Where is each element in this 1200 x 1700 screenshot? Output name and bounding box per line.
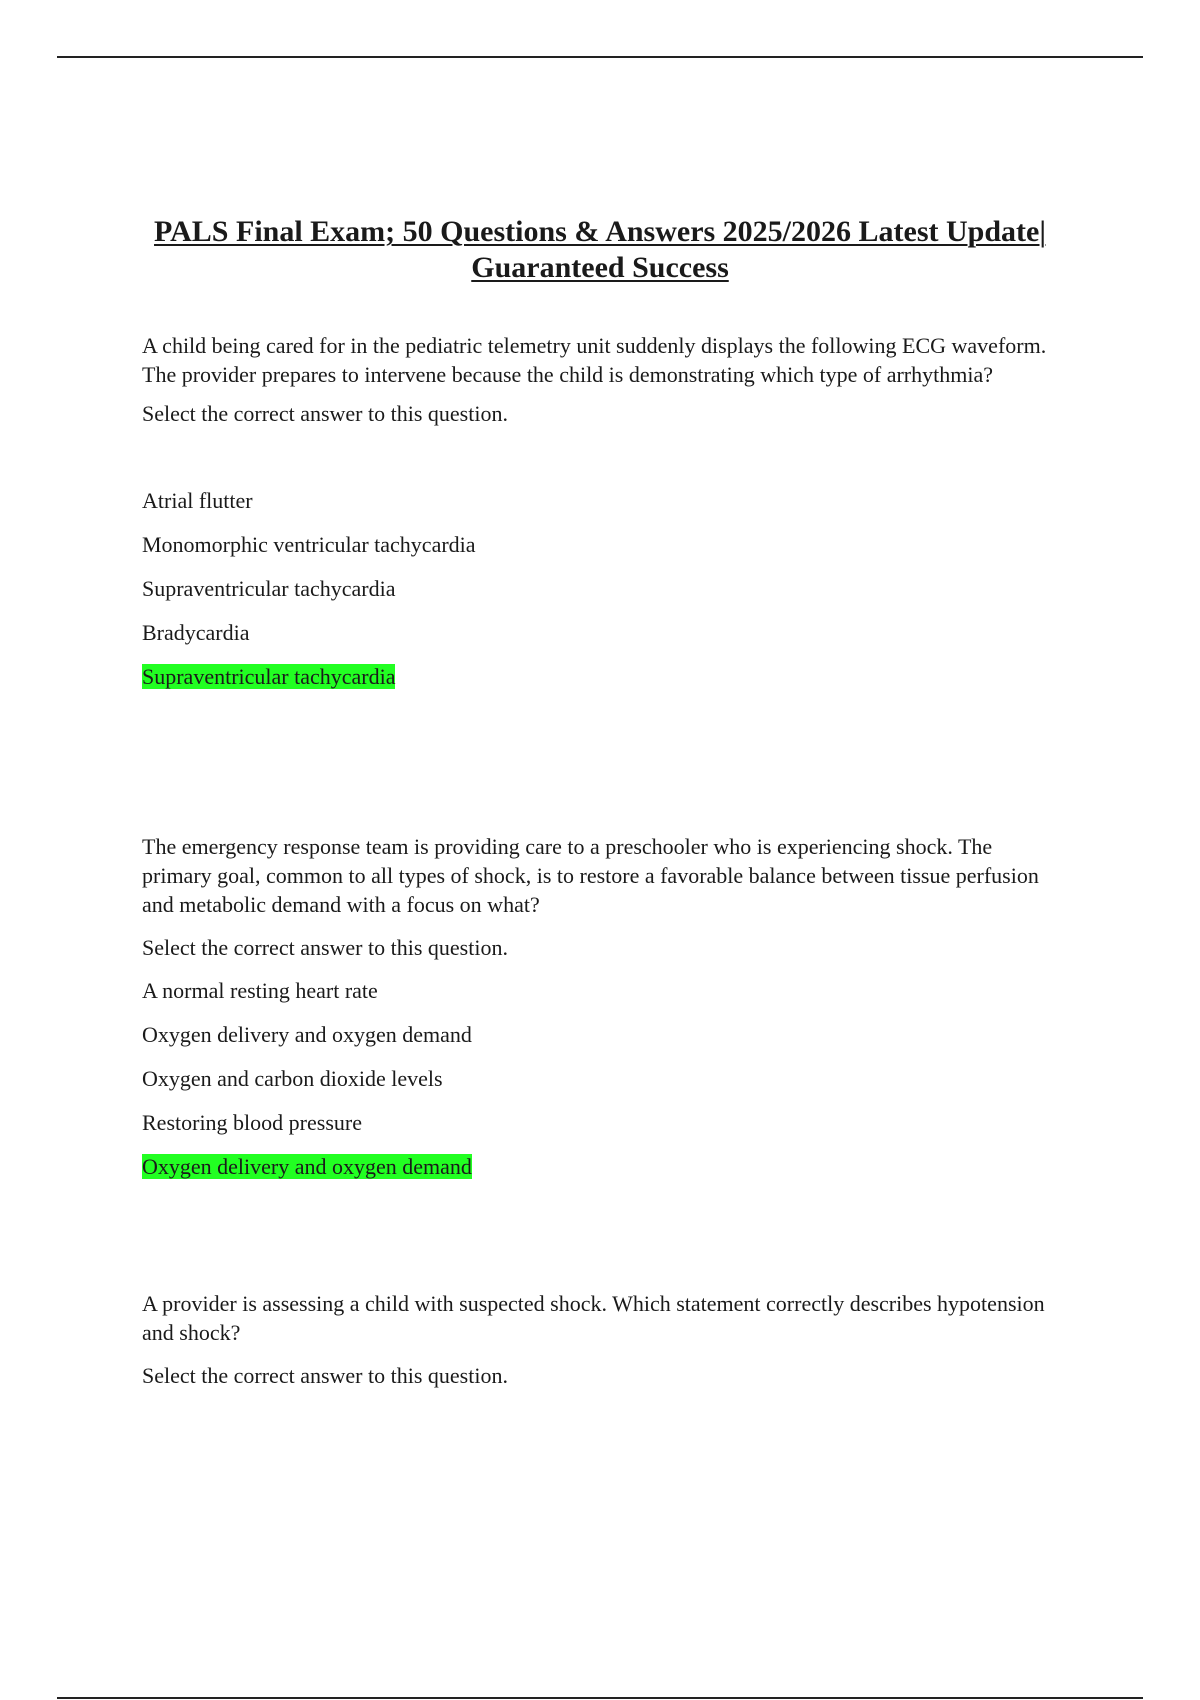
answer-option: A normal resting heart rate <box>142 978 378 1003</box>
question-block-1 <box>142 331 1062 691</box>
question-instruction: Select the correct answer to this question. <box>142 935 508 960</box>
answer-option: Bradycardia <box>142 620 250 645</box>
correct-answer-highlight: Oxygen delivery and oxygen demand <box>142 1154 472 1179</box>
question-block-3 <box>142 1289 1062 1390</box>
answer-option: Atrial flutter <box>142 488 253 513</box>
question-instruction: Select the correct answer to this question. <box>142 401 508 426</box>
question-instruction: Select the correct answer to this question. <box>142 1363 508 1388</box>
question-block-2 <box>142 832 1062 1181</box>
answer-option: Oxygen and carbon dioxide levels <box>142 1066 443 1091</box>
top-rule <box>57 56 1143 58</box>
question-stem: A provider is assessing a child with suspected shock. Which statement correctly describes hypotension and shock? <box>142 1291 1045 1345</box>
answer-option: Oxygen delivery and oxygen demand <box>142 1022 472 1047</box>
correct-answer-highlight: Supraventricular tachycardia <box>142 664 396 689</box>
document-title: PALS Final Exam; 50 Questions & Answers 2025/2026 Latest Update| Guaranteed Success <box>154 215 1046 284</box>
question-stem: The emergency response team is providing care to a preschooler who is experiencing shock. The primary goal, common to all types of shock, is to restore a favorable balance between tissue perfusion and metabolic demand with a focus on what? <box>142 834 1039 917</box>
answer-option: Monomorphic ventricular tachycardia <box>142 532 476 557</box>
correct-answer <box>142 662 1062 691</box>
answer-option: Restoring blood pressure <box>142 1110 362 1135</box>
question-stem: A child being cared for in the pediatric telemetry unit suddenly displays the following ECG waveform. The provider prepares to intervene because the child is demonstrating which type of arrhythmia? <box>142 333 1047 387</box>
correct-answer <box>142 1152 1062 1181</box>
bottom-rule <box>57 1697 1143 1699</box>
answer-option: Supraventricular tachycardia <box>142 576 396 601</box>
